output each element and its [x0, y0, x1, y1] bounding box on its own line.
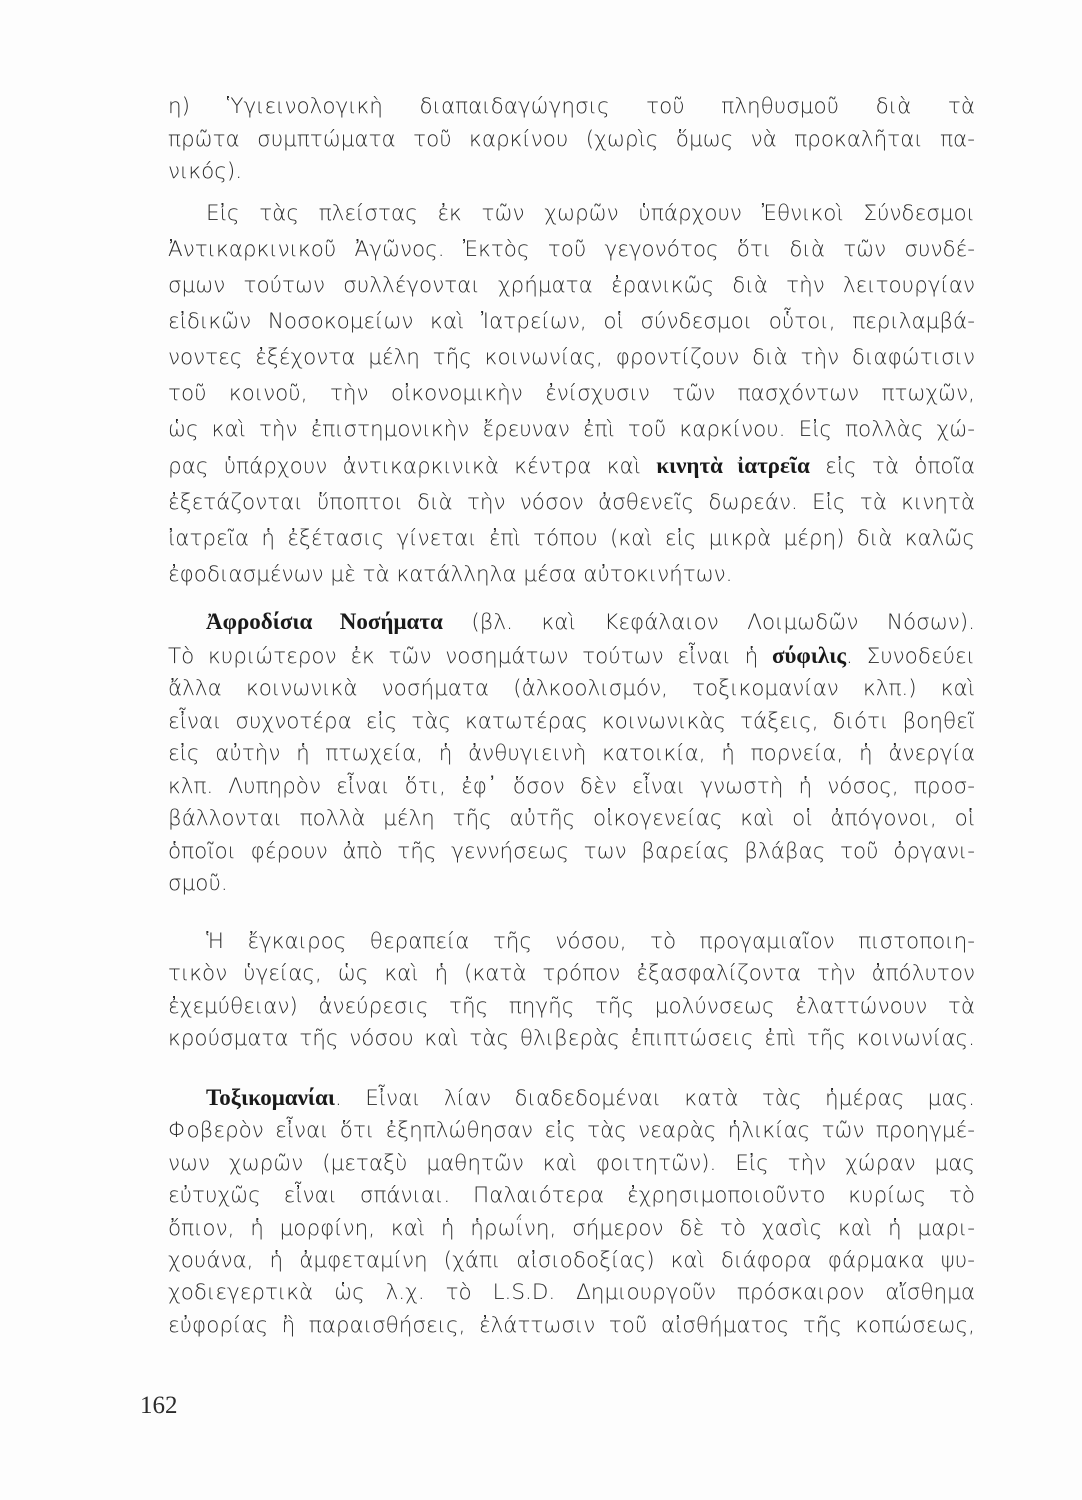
text-segment: κλπ. Λυπηρὸν εἶναι ὅτι, ἐφ᾽ ὅσον δὲν εἶναι γνωστὴ ἡ νόσος, προσ-	[168, 773, 975, 799]
bold-term: κινητὰ ἰατρεῖα	[656, 453, 810, 478]
text-line	[168, 991, 975, 1023]
text-segment: εὐφορίας ἢ παραισθήσεις, ἐλάττωσιν τοῦ αἰσθήματος τῆς κοπώσεως,	[168, 1312, 975, 1338]
text-segment: ρας ὑπάρχουν ἀντικαρκινικὰ κέντρα καὶ	[168, 454, 657, 479]
text-segment: νικός).	[168, 159, 243, 184]
text-line	[168, 706, 975, 739]
text-segment: ἐξετάζονται ὕποπτοι διὰ τὴν νόσον ἀσθενεῖς δωρεάν. Εἰς τὰ κινητὰ	[168, 490, 975, 515]
text-line	[168, 232, 975, 268]
text-line	[168, 803, 975, 836]
text-segment: εἰδικῶν Νοσοκομείων καὶ Ἰατρείων, οἱ σύνδεσμοι οὗτοι, περιλαμβά-	[168, 309, 975, 334]
text-segment: σμοῦ.	[168, 871, 228, 896]
bold-term: σύφιλις	[771, 642, 847, 668]
text-segment: . Εἶναι λίαν διαδεδομέναι κατὰ τὰς ἡμέρας μας.	[335, 1086, 975, 1111]
text-line	[168, 738, 975, 771]
text-segment: εὐτυχῶς εἶναι σπάνιαι. Παλαιότερα ἐχρησιμοποιοῦντο κυρίως τὸ	[168, 1183, 975, 1209]
text-segment: κρούσματα τῆς νόσου καὶ τὰς θλιβερὰς ἐπιπτώσεις ἐπὶ τῆς κοινωνίας.	[168, 1026, 975, 1052]
text-line	[168, 836, 975, 869]
text-line	[168, 340, 975, 376]
text-line	[168, 640, 975, 674]
text-line	[168, 1310, 975, 1342]
text-line	[168, 156, 975, 189]
text-segment: εἶναι συχνοτέρα εἰς τὰς κατωτέρας κοινωνικὰς τάξεις, διότι βοηθεῖ	[168, 708, 975, 734]
text-segment: Εἰς τὰς πλείστας ἐκ τῶν χωρῶν ὑπάρχουν Ἐθνικοὶ Σύνδεσμοι	[206, 201, 975, 226]
text-segment: βάλλονται πολλὰ μέλη τῆς αὐτῆς οἰκογενείας καὶ οἱ ἀπόγονοι, οἱ	[168, 806, 975, 831]
text-line	[168, 926, 975, 958]
text-line	[168, 1023, 975, 1055]
text-line	[168, 673, 975, 706]
text-segment: ὡς καὶ τὴν ἐπιστημονικὴν ἔρευναν ἐπὶ τοῦ καρκίνου. Εἰς πολλὰς χώ-	[168, 417, 975, 442]
text-line	[168, 1245, 975, 1277]
text-segment: Φοβερὸν εἶναι ὅτι ἐξηπλώθησαν εἰς τὰς νεαρὰς ἡλικίας τῶν προηγμέ-	[168, 1118, 975, 1144]
text-line	[168, 196, 975, 232]
bold-term: Ἀφροδίσια Νοσήματα	[206, 609, 443, 634]
text-segment: νοντες ἐξέχοντα μέλη τῆς κοινωνίας, φροντίζουν διὰ τὴν διαφώτισιν	[168, 345, 975, 370]
text-line	[168, 304, 975, 340]
text-segment: τικὸν ὑγείας, ὡς καὶ ἡ (κατὰ τρόπον ἐξασφαλίζοντα τὴν ἀπόλυτον	[168, 961, 975, 987]
text-segment: (βλ. καὶ Κεφάλαιον Λοιμωδῶν Νόσων).	[442, 610, 975, 635]
text-line	[168, 376, 975, 412]
text-line	[168, 485, 975, 521]
page-number: 162	[140, 1392, 178, 1419]
paragraph-hygiene-education	[168, 91, 975, 189]
text-segment: ὄπιον, ἡ μορφίνη, καὶ ἡ ἡρωΐνη, σήμερον δὲ τὸ χασὶς καὶ ἡ μαρι-	[168, 1215, 975, 1241]
text-segment: νων χωρῶν (μεταξὺ μαθητῶν καὶ φοιτητῶν). Εἰς τὴν χώραν μας	[168, 1150, 975, 1176]
text-line	[168, 1277, 975, 1309]
text-segment: ἐφοδιασμένων μὲ τὰ κατάλληλα μέσα αὐτοκινήτων.	[168, 562, 733, 587]
text-segment: χοδιεγερτικὰ ὡς λ.χ. τὸ L.S.D. Δημιουργοῦν πρόσκαιρον αἴσθημα	[168, 1280, 975, 1306]
text-line	[168, 1115, 975, 1147]
text-segment: χουάνα, ἡ ἀμφεταμίνη (χάπι αἰσιοδοξίας) καὶ διάφορα φάρμακα ψυ-	[168, 1248, 975, 1274]
text-segment: η) Ὑγιεινολογικὴ διαπαιδαγώγησις τοῦ πληθυσμοῦ διὰ τὰ	[168, 94, 975, 119]
paragraph-anticancer-associations	[168, 196, 975, 593]
text-line	[168, 557, 975, 593]
text-line	[168, 1180, 975, 1212]
text-line	[168, 958, 975, 990]
text-line	[168, 412, 975, 448]
text-line	[168, 124, 975, 157]
text-segment: τοῦ κοινοῦ, τὴν οἰκονομικὴν ἐνίσχυσιν τῶν πασχόντων πτωχῶν,	[168, 381, 975, 406]
text-segment: Ἡ ἔγκαιρος θεραπεία τῆς νόσου, τὸ προγαμιαῖον πιστοποιη-	[206, 929, 975, 954]
text-segment: ἐχεμύθειαν) ἀνεύρεσις τῆς πηγῆς τῆς μολύνσεως ἐλαττώνουν τὰ	[168, 993, 975, 1019]
text-line	[168, 91, 975, 124]
text-line	[168, 448, 975, 485]
paragraph-drug-addiction	[168, 1082, 975, 1342]
bold-term: Τοξικομανίαι	[206, 1085, 335, 1110]
text-segment: ὁποῖοι φέρουν ἀπὸ τῆς γεννήσεως των βαρείας βλάβας τοῦ ὀργανι-	[168, 838, 975, 864]
text-segment: εἰς αὐτὴν ἡ πτωχεία, ἡ ἀνθυγιεινὴ κατοικία, ἡ πορνεία, ἡ ἀνεργία	[168, 741, 975, 766]
text-line	[168, 1213, 975, 1245]
text-segment: Ἀντικαρκινικοῦ Ἀγῶνος. Ἐκτὸς τοῦ γεγονότος ὅτι διὰ τῶν συνδέ-	[168, 237, 975, 262]
paragraph-treatment	[168, 926, 975, 1056]
text-segment: σμων τούτων συλλέγονται χρήματα ἐρανικῶς διὰ τὴν λειτουργίαν	[168, 273, 975, 298]
text-line	[168, 1082, 975, 1115]
text-segment: ἰατρεῖα ἡ ἐξέτασις γίνεται ἐπὶ τόπου (καὶ εἰς μικρὰ μέρη) διὰ καλῶς	[168, 526, 975, 551]
text-line	[168, 606, 975, 640]
text-line	[168, 521, 975, 557]
text-line	[168, 771, 975, 804]
text-line	[168, 1148, 975, 1180]
text-segment: ἄλλα κοινωνικὰ νοσήματα (ἀλκοολισμόν, τοξικομανίαν κλπ.) καὶ	[168, 676, 975, 701]
text-segment: εἰς τὰ ὁποῖα	[809, 454, 975, 479]
text-line	[168, 868, 975, 901]
text-segment: Τὸ κυριώτερον ἐκ τῶν νοσημάτων τούτων εἶναι ἡ	[168, 643, 772, 669]
text-segment: πρῶτα συμπτώματα τοῦ καρκίνου (χωρὶς ὅμως νὰ προκαλῆται πα-	[168, 126, 975, 152]
paragraph-venereal-diseases	[168, 606, 975, 901]
text-line	[168, 268, 975, 304]
text-segment: . Συνοδεύει	[846, 643, 975, 669]
